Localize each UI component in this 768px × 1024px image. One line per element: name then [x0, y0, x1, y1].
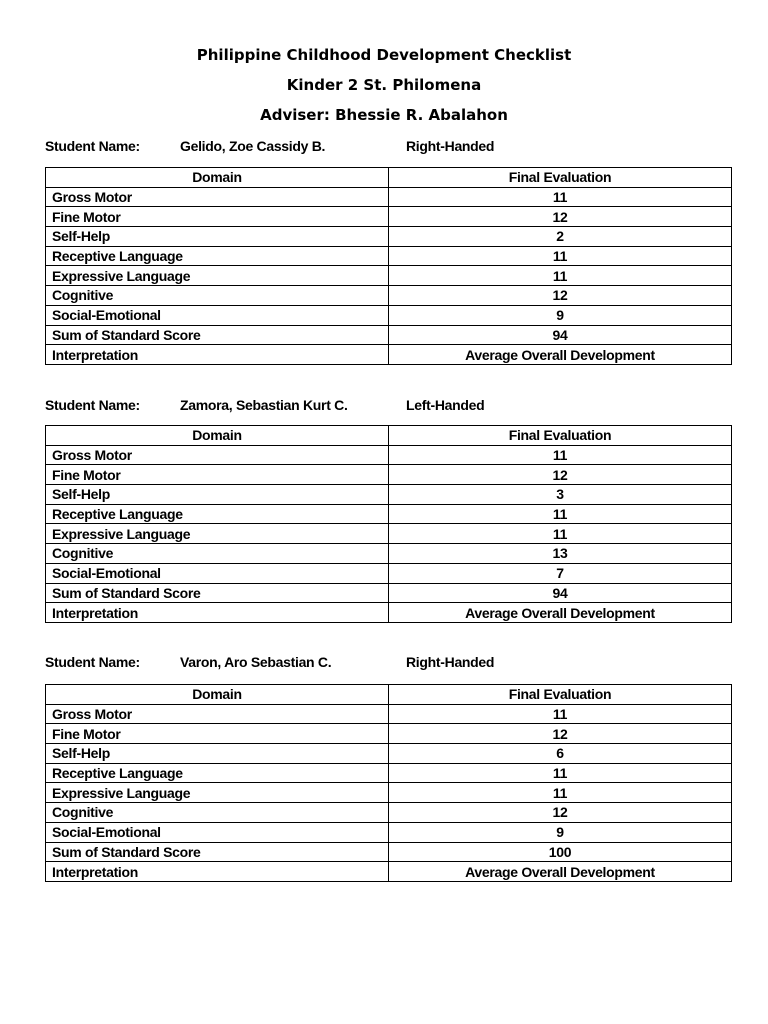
domain-header: Domain	[46, 685, 389, 705]
final-evaluation-header: Final Evaluation	[389, 685, 732, 705]
table-header-row	[46, 168, 732, 188]
table-row	[46, 862, 732, 882]
domain-cell: Expressive Language	[46, 266, 389, 286]
evaluation-cell: 7	[389, 563, 732, 583]
evaluation-cell: 2	[389, 227, 732, 247]
table-row	[46, 485, 732, 505]
domain-cell: Self-Help	[46, 227, 389, 247]
table-header-row	[46, 426, 732, 446]
domain-cell: Social-Emotional	[46, 822, 389, 842]
domain-cell: Cognitive	[46, 803, 389, 823]
class-name: Kinder 2 St. Philomena	[286, 76, 482, 94]
domain-cell: Cognitive	[46, 544, 389, 564]
evaluation-cell: 12	[389, 724, 732, 744]
table-row	[46, 325, 732, 345]
domain-cell: Self-Help	[46, 485, 389, 505]
domain-cell: Sum of Standard Score	[46, 842, 389, 862]
domain-cell: Gross Motor	[46, 187, 389, 207]
domain-cell: Expressive Language	[46, 524, 389, 544]
evaluation-cell: 94	[389, 325, 732, 345]
domain-cell: Receptive Language	[46, 504, 389, 524]
table-row	[46, 227, 732, 247]
evaluation-table	[45, 167, 732, 365]
evaluation-cell: 9	[389, 305, 732, 325]
document-title: Philippine Childhood Development Checklist	[196, 46, 572, 64]
evaluation-cell: 9	[389, 822, 732, 842]
table-row	[46, 724, 732, 744]
evaluation-cell: 100	[389, 842, 732, 862]
evaluation-cell: 13	[389, 544, 732, 564]
table-row	[46, 246, 732, 266]
domain-cell: Fine Motor	[46, 207, 389, 227]
table-row	[46, 345, 732, 365]
evaluation-cell: 11	[389, 504, 732, 524]
evaluation-table	[45, 684, 732, 882]
domain-cell: Expressive Language	[46, 783, 389, 803]
table-row	[46, 783, 732, 803]
domain-cell: Receptive Language	[46, 246, 389, 266]
table-row	[46, 286, 732, 306]
student-name: Zamora, Sebastian Kurt C.	[180, 397, 348, 413]
domain-cell: Fine Motor	[46, 465, 389, 485]
evaluation-cell: 11	[389, 524, 732, 544]
final-evaluation-header: Final Evaluation	[389, 426, 732, 446]
evaluation-cell: 11	[389, 783, 732, 803]
evaluation-cell: 11	[389, 704, 732, 724]
student-handedness: Right-Handed	[406, 138, 495, 154]
table-row	[46, 544, 732, 564]
domain-cell: Gross Motor	[46, 704, 389, 724]
table-row	[46, 763, 732, 783]
evaluation-cell: 94	[389, 583, 732, 603]
table-row	[46, 842, 732, 862]
table-row	[46, 803, 732, 823]
table-row	[46, 603, 732, 623]
evaluation-cell: Average Overall Development	[389, 862, 732, 882]
table-header-row	[46, 685, 732, 705]
student-handedness: Right-Handed	[406, 654, 495, 670]
evaluation-cell: 12	[389, 207, 732, 227]
domain-cell: Interpretation	[46, 345, 389, 365]
table-row	[46, 563, 732, 583]
student-info	[0, 136, 768, 156]
evaluation-cell: 12	[389, 465, 732, 485]
student-name-label: Student Name:	[45, 397, 140, 413]
evaluation-cell: 11	[389, 266, 732, 286]
domain-cell: Self-Help	[46, 744, 389, 764]
domain-cell: Cognitive	[46, 286, 389, 306]
table-row	[46, 744, 732, 764]
domain-cell: Interpretation	[46, 603, 389, 623]
table-row	[46, 266, 732, 286]
student-name-label: Student Name:	[45, 138, 140, 154]
domain-header: Domain	[46, 168, 389, 188]
table-row	[46, 524, 732, 544]
domain-cell: Social-Emotional	[46, 305, 389, 325]
domain-cell: Gross Motor	[46, 445, 389, 465]
table-row	[46, 583, 732, 603]
student-handedness: Left-Handed	[406, 397, 485, 413]
student-info	[0, 395, 768, 415]
table-row	[46, 704, 732, 724]
table-row	[46, 504, 732, 524]
evaluation-cell: 11	[389, 246, 732, 266]
student-name: Varon, Aro Sebastian C.	[180, 654, 332, 670]
student-info	[0, 652, 768, 672]
evaluation-cell: 11	[389, 187, 732, 207]
domain-cell: Interpretation	[46, 862, 389, 882]
evaluation-cell: 6	[389, 744, 732, 764]
student-name: Gelido, Zoe Cassidy B.	[180, 138, 326, 154]
evaluation-cell: 12	[389, 286, 732, 306]
domain-cell: Social-Emotional	[46, 563, 389, 583]
evaluation-cell: 11	[389, 445, 732, 465]
domain-cell: Fine Motor	[46, 724, 389, 744]
evaluation-cell: Average Overall Development	[389, 345, 732, 365]
evaluation-cell: 12	[389, 803, 732, 823]
table-row	[46, 305, 732, 325]
evaluation-cell: 11	[389, 763, 732, 783]
domain-cell: Receptive Language	[46, 763, 389, 783]
domain-cell: Sum of Standard Score	[46, 583, 389, 603]
domain-header: Domain	[46, 426, 389, 446]
student-name-label: Student Name:	[45, 654, 140, 670]
evaluation-table	[45, 425, 732, 623]
adviser-line: Adviser: Bhessie R. Abalahon	[260, 106, 508, 124]
table-row	[46, 445, 732, 465]
table-row	[46, 207, 732, 227]
final-evaluation-header: Final Evaluation	[389, 168, 732, 188]
evaluation-cell: Average Overall Development	[389, 603, 732, 623]
table-row	[46, 187, 732, 207]
table-row	[46, 465, 732, 485]
evaluation-cell: 3	[389, 485, 732, 505]
domain-cell: Sum of Standard Score	[46, 325, 389, 345]
table-row	[46, 822, 732, 842]
